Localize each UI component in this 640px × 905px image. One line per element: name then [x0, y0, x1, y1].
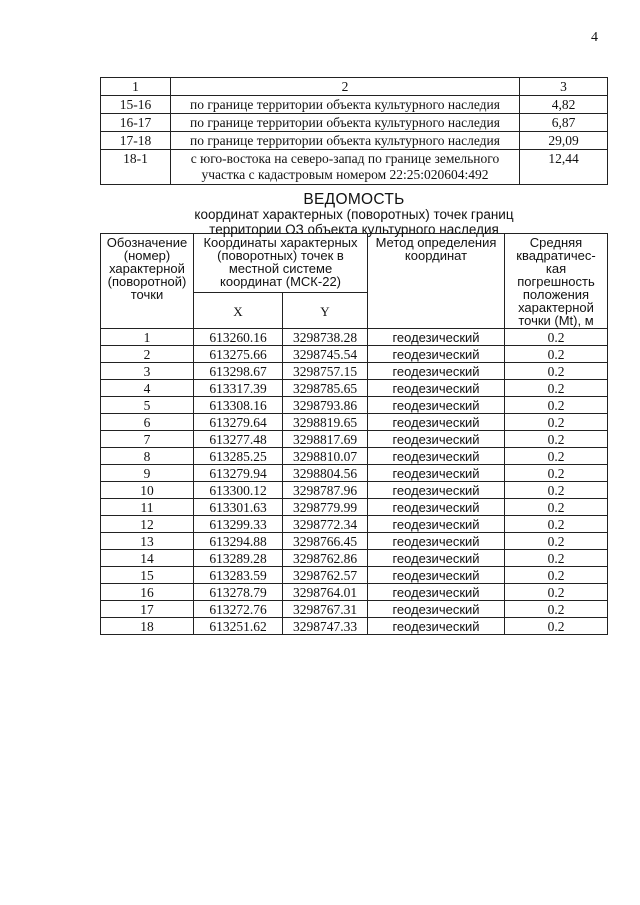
accuracy-cell: 0.2 — [505, 397, 608, 414]
header-cell: 1 — [101, 78, 171, 96]
x-coordinate-cell: 613298.67 — [194, 363, 283, 380]
method-cell: геодезический — [368, 533, 505, 550]
table-header-row — [101, 78, 608, 96]
method-cell: геодезический — [368, 346, 505, 363]
table-row — [101, 414, 608, 431]
page-number: 4 — [591, 30, 598, 45]
point-number-cell: 3 — [101, 363, 194, 380]
method-cell: геодезический — [368, 482, 505, 499]
length-cell: 29,09 — [520, 132, 608, 150]
y-header: Y — [283, 293, 368, 329]
point-number-cell: 8 — [101, 448, 194, 465]
description-cell: по границе территории объекта культурного наследия — [171, 114, 520, 132]
description-cell: с юго-востока на северо-запад по границе земельного участка с кадастровым номером 22:25:020604:492 — [171, 150, 520, 185]
point-number-cell: 15 — [101, 567, 194, 584]
accuracy-cell: 0.2 — [505, 346, 608, 363]
table-row — [101, 431, 608, 448]
y-coordinate-cell: 3298757.15 — [283, 363, 368, 380]
point-number-header: Обозначение (номер) характерной (поворотной) точки — [101, 234, 194, 329]
length-cell: 6,87 — [520, 114, 608, 132]
y-coordinate-cell: 3298738.28 — [283, 329, 368, 346]
point-number-cell: 11 — [101, 499, 194, 516]
accuracy-cell: 0.2 — [505, 533, 608, 550]
statement-subtitle-line1: координат характерных (поворотных) точек границ — [194, 207, 514, 222]
x-coordinate-cell: 613278.79 — [194, 584, 283, 601]
length-cell: 4,82 — [520, 96, 608, 114]
y-coordinate-cell: 3298745.54 — [283, 346, 368, 363]
statement-subtitle-line2: территории ОЗ объекта культурного наследия — [209, 221, 499, 237]
x-coordinate-cell: 613301.63 — [194, 499, 283, 516]
point-number-cell: 5 — [101, 397, 194, 414]
y-coordinate-cell: 3298787.96 — [283, 482, 368, 499]
table-row — [101, 448, 608, 465]
table-row — [101, 516, 608, 533]
x-coordinate-cell: 613317.39 — [194, 380, 283, 397]
y-coordinate-cell: 3298785.65 — [283, 380, 368, 397]
point-number-cell: 1 — [101, 329, 194, 346]
coordinates-header: Координаты характерных (поворотных) точек в местной системе координат (МСК-22) — [194, 234, 368, 293]
method-cell: геодезический — [368, 363, 505, 380]
method-cell: геодезический — [368, 567, 505, 584]
table-row — [101, 150, 608, 185]
method-cell: геодезический — [368, 380, 505, 397]
header-cell: 2 — [171, 78, 520, 96]
table-row — [101, 618, 608, 635]
y-coordinate-cell: 3298817.69 — [283, 431, 368, 448]
y-coordinate-cell: 3298779.99 — [283, 499, 368, 516]
table-row — [101, 363, 608, 380]
accuracy-cell: 0.2 — [505, 584, 608, 601]
y-coordinate-cell: 3298793.86 — [283, 397, 368, 414]
table-header-row — [101, 234, 608, 293]
y-coordinate-cell: 3298764.01 — [283, 584, 368, 601]
table-row — [101, 482, 608, 499]
point-number-cell: 13 — [101, 533, 194, 550]
point-number-cell: 9 — [101, 465, 194, 482]
statement-title: ВЕДОМОСТЬ — [303, 191, 405, 208]
point-number-cell: 6 — [101, 414, 194, 431]
table-row — [101, 397, 608, 414]
statement-heading — [100, 191, 608, 237]
point-number-cell: 12 — [101, 516, 194, 533]
y-coordinate-cell: 3298762.86 — [283, 550, 368, 567]
method-cell: геодезический — [368, 397, 505, 414]
description-cell: по границе территории объекта культурного наследия — [171, 132, 520, 150]
accuracy-cell: 0.2 — [505, 380, 608, 397]
table-row — [101, 584, 608, 601]
table-row — [101, 550, 608, 567]
x-coordinate-cell: 613300.12 — [194, 482, 283, 499]
accuracy-cell: 0.2 — [505, 618, 608, 635]
accuracy-cell: 0.2 — [505, 499, 608, 516]
accuracy-cell: 0.2 — [505, 363, 608, 380]
method-cell: геодезический — [368, 414, 505, 431]
accuracy-cell: 0.2 — [505, 431, 608, 448]
point-number-cell: 4 — [101, 380, 194, 397]
x-coordinate-cell: 613285.25 — [194, 448, 283, 465]
x-coordinate-cell: 613275.66 — [194, 346, 283, 363]
y-coordinate-cell: 3298804.56 — [283, 465, 368, 482]
point-number-cell: 2 — [101, 346, 194, 363]
method-cell: геодезический — [368, 516, 505, 533]
method-cell: геодезический — [368, 431, 505, 448]
table-row — [101, 346, 608, 363]
x-coordinate-cell: 613299.33 — [194, 516, 283, 533]
accuracy-cell: 0.2 — [505, 329, 608, 346]
point-number-cell: 14 — [101, 550, 194, 567]
method-cell: геодезический — [368, 601, 505, 618]
accuracy-cell: 0.2 — [505, 465, 608, 482]
x-coordinate-cell: 613260.16 — [194, 329, 283, 346]
table-row — [101, 601, 608, 618]
x-coordinate-cell: 613272.76 — [194, 601, 283, 618]
table-row — [101, 499, 608, 516]
method-cell: геодезический — [368, 329, 505, 346]
y-coordinate-cell: 3298766.45 — [283, 533, 368, 550]
x-header: X — [194, 293, 283, 329]
x-coordinate-cell: 613289.28 — [194, 550, 283, 567]
accuracy-cell: 0.2 — [505, 414, 608, 431]
method-cell: геодезический — [368, 499, 505, 516]
accuracy-cell: 0.2 — [505, 448, 608, 465]
method-cell: геодезический — [368, 550, 505, 567]
point-number-cell: 10 — [101, 482, 194, 499]
point-number-cell: 16 — [101, 584, 194, 601]
method-header: Метод определения координат — [368, 234, 505, 329]
accuracy-cell: 0.2 — [505, 601, 608, 618]
segment-cell: 15-16 — [101, 96, 171, 114]
coordinates-body — [101, 329, 608, 635]
table-row — [101, 132, 608, 150]
table-row — [101, 533, 608, 550]
y-coordinate-cell: 3298747.33 — [283, 618, 368, 635]
method-cell: геодезический — [368, 465, 505, 482]
point-number-cell: 18 — [101, 618, 194, 635]
coordinates-table — [100, 233, 608, 635]
x-coordinate-cell: 613294.88 — [194, 533, 283, 550]
table-row — [101, 567, 608, 584]
x-coordinate-cell: 613279.64 — [194, 414, 283, 431]
boundary-table — [100, 77, 608, 185]
segment-cell: 18-1 — [101, 150, 171, 185]
x-coordinate-cell: 613283.59 — [194, 567, 283, 584]
point-number-cell: 17 — [101, 601, 194, 618]
table-row — [101, 465, 608, 482]
length-cell: 12,44 — [520, 150, 608, 185]
y-coordinate-cell: 3298819.65 — [283, 414, 368, 431]
point-number-cell: 7 — [101, 431, 194, 448]
method-cell: геодезический — [368, 584, 505, 601]
x-coordinate-cell: 613308.16 — [194, 397, 283, 414]
x-coordinate-cell: 613251.62 — [194, 618, 283, 635]
y-coordinate-cell: 3298762.57 — [283, 567, 368, 584]
header-cell: 3 — [520, 78, 608, 96]
accuracy-cell: 0.2 — [505, 567, 608, 584]
y-coordinate-cell: 3298810.07 — [283, 448, 368, 465]
y-coordinate-cell: 3298772.34 — [283, 516, 368, 533]
method-cell: геодезический — [368, 618, 505, 635]
x-coordinate-cell: 613279.94 — [194, 465, 283, 482]
method-cell: геодезический — [368, 448, 505, 465]
y-coordinate-cell: 3298767.31 — [283, 601, 368, 618]
table-row — [101, 380, 608, 397]
accuracy-cell: 0.2 — [505, 516, 608, 533]
table-row — [101, 96, 608, 114]
description-cell: по границе территории объекта культурного наследия — [171, 96, 520, 114]
accuracy-header: Средняя квадратичес-кая погрешность положения характерной точки (Mt), м — [505, 234, 608, 329]
segment-cell: 16-17 — [101, 114, 171, 132]
accuracy-cell: 0.2 — [505, 550, 608, 567]
x-coordinate-cell: 613277.48 — [194, 431, 283, 448]
accuracy-cell: 0.2 — [505, 482, 608, 499]
table-row — [101, 114, 608, 132]
table-row — [101, 329, 608, 346]
segment-cell: 17-18 — [101, 132, 171, 150]
